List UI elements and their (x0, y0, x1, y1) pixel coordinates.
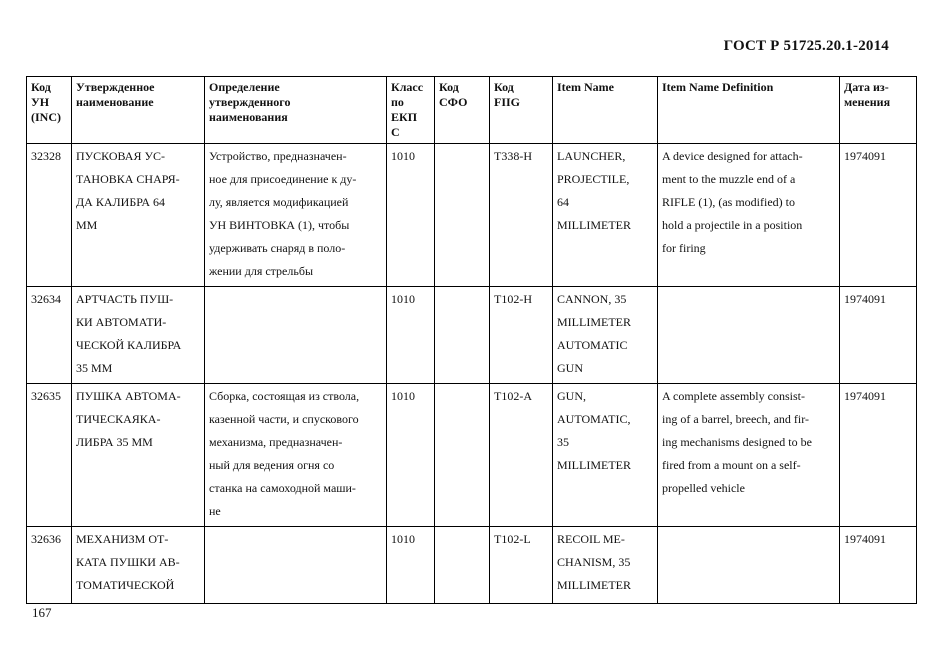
cell-approved-name: ПУШКА АВТОМА- ТИЧЕСКАЯКА- ЛИБРА 35 ММ (72, 384, 205, 527)
cell-name-definition: Устройство, предназначен- ное для присоединение к ду- лу, является модификацией УН ВИНТОВКА (1), чтобы удерживать снаряд в поло- жении для стрельбы (205, 144, 387, 287)
cell-ekps-class: 1010 (387, 144, 435, 287)
cell-ekps-class: 1010 (387, 384, 435, 527)
cell-fiig-code: T338-H (490, 144, 553, 287)
table-row (27, 527, 917, 604)
catalog-table (26, 76, 917, 604)
cell-inc-code: 32635 (27, 384, 72, 527)
header-inc-code: Код УН (INC) (27, 77, 72, 144)
cell-name-definition: Сборка, состоящая из ствола, казенной части, и спускового механизма, предназначен- ный для ведения огня со станка на самоходной маши- не (205, 384, 387, 527)
cell-item-name-definition: A complete assembly consist- ing of a barrel, breech, and fir- ing mechanisms designed to be fired from a mount on a self- propelled vehicle (658, 384, 840, 527)
cell-item-name-definition (658, 527, 840, 604)
cell-item-name: RECOIL ME- CHANISM, 35 MILLIMETER (553, 527, 658, 604)
header-fiig-code: Код FIIG (490, 77, 553, 144)
cell-ekps-class: 1010 (387, 527, 435, 604)
cell-name-definition (205, 287, 387, 384)
cell-fiig-code: T102-A (490, 384, 553, 527)
cell-inc-code: 32328 (27, 144, 72, 287)
table-row (27, 384, 917, 527)
header-item-name-definition: Item Name Definition (658, 77, 840, 144)
cell-item-name-definition: A device designed for attach- ment to the muzzle end of a RIFLE (1), (as modified) to hold a projectile in a position for firing (658, 144, 840, 287)
header-name-definition: Определение утвержденного наименования (205, 77, 387, 144)
cell-inc-code: 32634 (27, 287, 72, 384)
header-approved-name: Утвержденное наименование (72, 77, 205, 144)
cell-sfo-code (435, 384, 490, 527)
page-number: 167 (32, 605, 52, 620)
cell-approved-name: ПУСКОВАЯ УС- ТАНОВКА СНАРЯ- ДА КАЛИБРА 64 ММ (72, 144, 205, 287)
cell-change-date: 1974091 (840, 384, 917, 527)
cell-item-name: GUN, AUTOMATIC, 35 MILLIMETER (553, 384, 658, 527)
cell-inc-code: 32636 (27, 527, 72, 604)
cell-item-name-definition (658, 287, 840, 384)
table-row (27, 287, 917, 384)
cell-item-name: CANNON, 35 MILLIMETER AUTOMATIC GUN (553, 287, 658, 384)
header-sfo-code: Код СФО (435, 77, 490, 144)
table-row (27, 144, 917, 287)
table-header-row (27, 77, 917, 144)
header-change-date: Дата из- менения (840, 77, 917, 144)
cell-change-date: 1974091 (840, 527, 917, 604)
cell-name-definition (205, 527, 387, 604)
header-ekps-class: Класс по ЕКП С (387, 77, 435, 144)
cell-sfo-code (435, 287, 490, 384)
cell-ekps-class: 1010 (387, 287, 435, 384)
cell-item-name: LAUNCHER, PROJECTILE, 64 MILLIMETER (553, 144, 658, 287)
cell-fiig-code: T102-H (490, 287, 553, 384)
cell-change-date: 1974091 (840, 287, 917, 384)
document-standard-number: ГОСТ Р 51725.20.1-2014 (723, 38, 889, 54)
cell-approved-name: МЕХАНИЗМ ОТ- КАТА ПУШКИ АВ- ТОМАТИЧЕСКОЙ (72, 527, 205, 604)
header-item-name: Item Name (553, 77, 658, 144)
cell-sfo-code (435, 527, 490, 604)
cell-fiig-code: T102-L (490, 527, 553, 604)
cell-sfo-code (435, 144, 490, 287)
cell-approved-name: АРТЧАСТЬ ПУШ- КИ АВТОМАТИ- ЧЕСКОЙ КАЛИБРА 35 ММ (72, 287, 205, 384)
cell-change-date: 1974091 (840, 144, 917, 287)
